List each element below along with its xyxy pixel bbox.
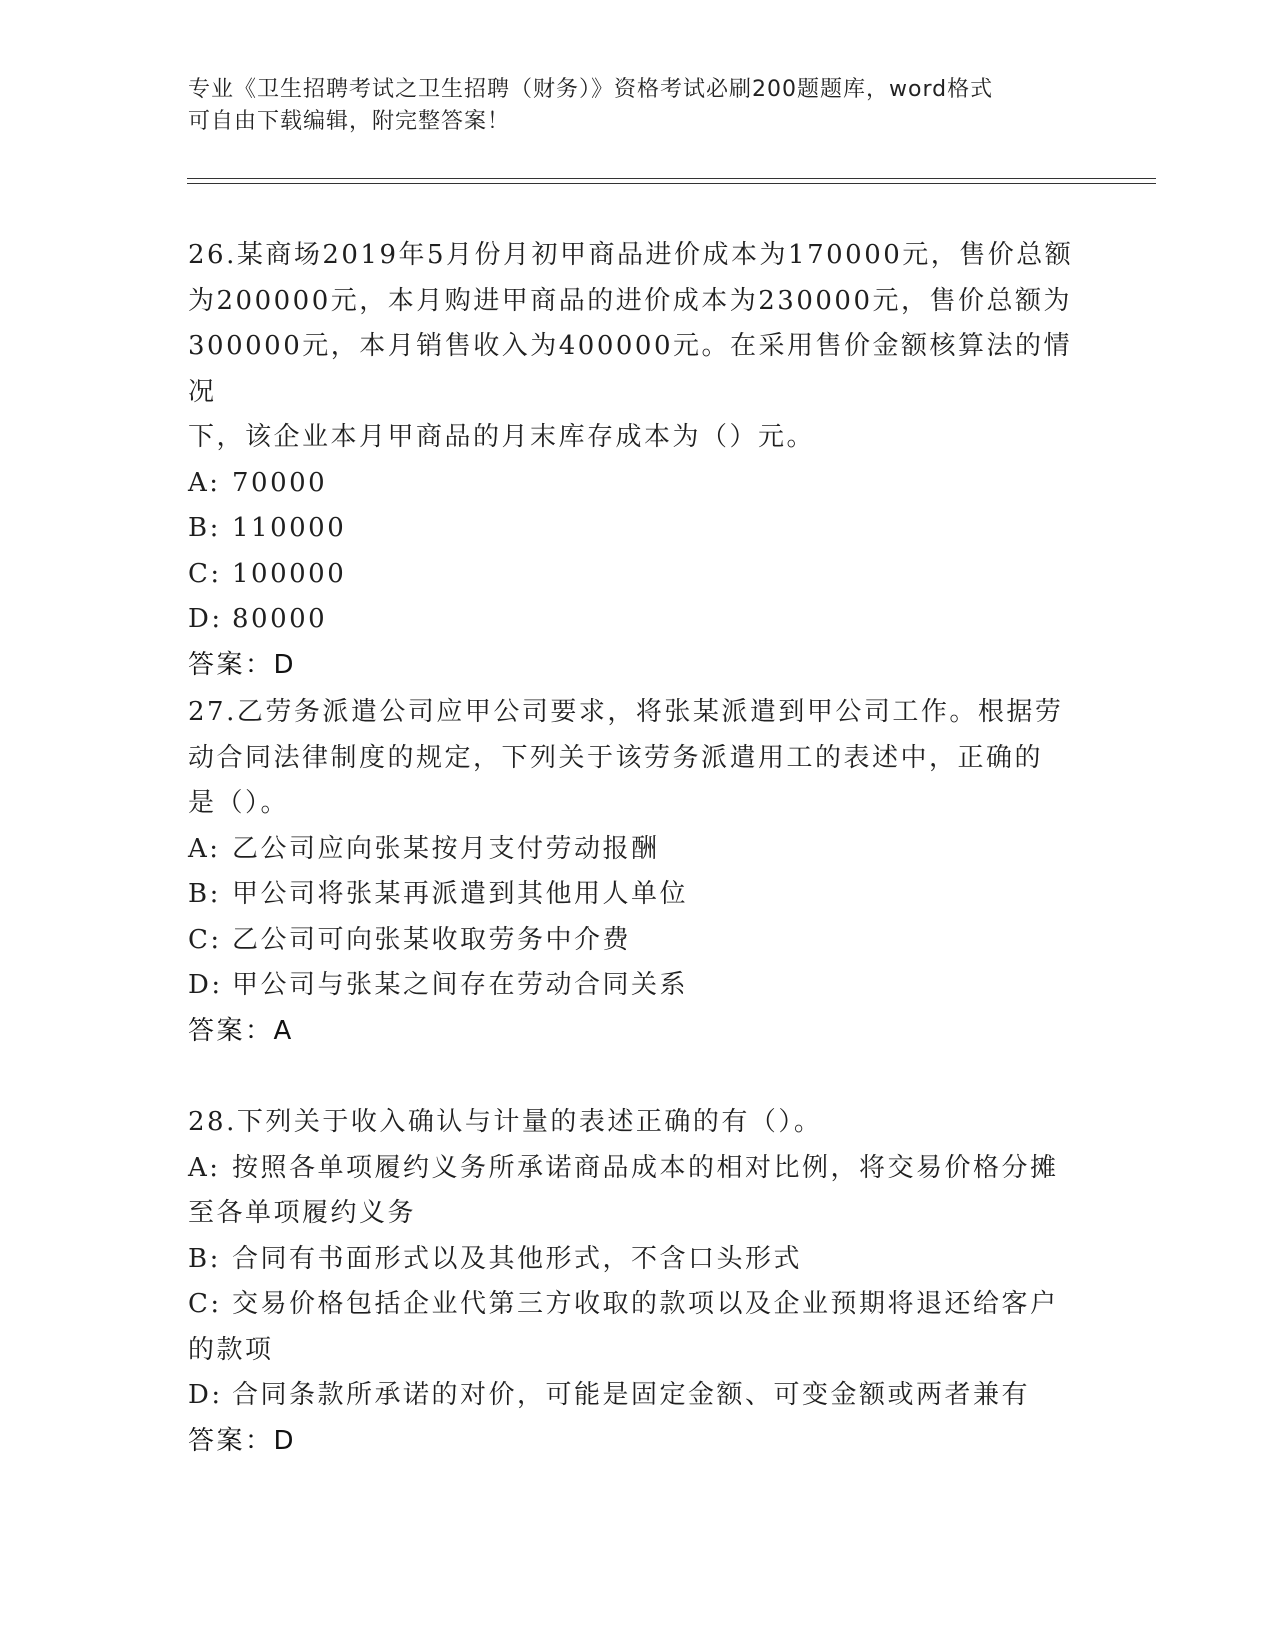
header-divider-bottom <box>187 183 1156 184</box>
option-text: 甲公司将张某再派遣到其他用人单位 <box>232 879 689 909</box>
option-letter: D: <box>188 970 223 1000</box>
option-letter: C: <box>188 924 222 955</box>
option-a <box>188 461 1088 507</box>
option-b <box>188 506 1088 552</box>
question-27 <box>188 690 1088 1054</box>
question-28 <box>188 1100 1088 1464</box>
question-stem-line: 28.下列关于收入确认与计量的表述正确的有（）。 <box>188 1107 823 1137</box>
option-letter: C: <box>188 1289 222 1319</box>
option-c <box>188 552 1088 598</box>
option-c <box>188 1282 1088 1328</box>
option-text: 按照各单项履约义务所承诺商品成本的相对比例，将交易价格分摊 <box>232 1152 1059 1183</box>
header-line-2: 可自由下载编辑，附完整答案！ <box>188 109 511 134</box>
option-letter: B: <box>188 879 221 909</box>
option-letter: B: <box>188 1243 221 1274</box>
option-letter: C: <box>188 558 222 589</box>
header-line-1: 专业《卫生招聘考试之卫生招聘（财务）》资格考试必刷200题题库，word格式 <box>188 77 994 102</box>
option-text: 甲公司与张某之间存在劳动合同关系 <box>232 970 689 1000</box>
option-d <box>188 597 1088 643</box>
question-stem-line: 为200000元，本月购进甲商品的进价成本为230000元，售价总额为 <box>188 285 1073 316</box>
question-stem-line: 27.乙劳务派遣公司应甲公司要求，将张某派遣到甲公司工作。根据劳 <box>188 697 1064 727</box>
question-26 <box>188 233 1088 688</box>
option-d <box>188 963 1088 1009</box>
question-stem-line: 是（）。 <box>188 788 290 818</box>
option-text: 乙公司可向张某收取劳务中介费 <box>232 924 632 955</box>
option-letter: A: <box>188 1152 221 1183</box>
option-text: 70000 <box>232 467 328 498</box>
option-a-continued: 至各单项履约义务 <box>188 1198 417 1228</box>
option-b <box>188 1237 1088 1283</box>
option-text: 合同有书面形式以及其他形式，不含口头形式 <box>232 1243 803 1274</box>
option-text: 交易价格包括企业代第三方收取的款项以及企业预期将退还给客户 <box>232 1289 1059 1319</box>
option-letter: D: <box>188 604 223 634</box>
option-letter: B: <box>188 513 221 543</box>
option-letter: A: <box>188 467 221 498</box>
option-a <box>188 1146 1088 1192</box>
option-c-continued: 的款项 <box>188 1334 274 1365</box>
page-header <box>188 74 1068 138</box>
option-a <box>188 827 1088 873</box>
option-text: 80000 <box>232 604 328 634</box>
question-stem-line: 下，该企业本月甲商品的月末库存成本为（）元。 <box>188 422 816 452</box>
option-text: 合同条款所承诺的对价，可能是固定金额、可变金额或两者兼有 <box>232 1380 1031 1410</box>
question-stem-line: 26.某商场2019年5月份月初甲商品进价成本为170000元，售价总额 <box>188 240 1074 270</box>
option-text: 110000 <box>232 513 347 543</box>
question-stem-line: 动合同法律制度的规定，下列关于该劳务派遣用工的表述中，正确的 <box>188 742 1044 773</box>
option-text: 乙公司应向张某按月支付劳动报酬 <box>232 833 660 864</box>
option-letter: D: <box>188 1380 223 1410</box>
option-c <box>188 918 1088 964</box>
option-text: 100000 <box>232 558 347 589</box>
answer-label: 答案：D <box>188 1425 297 1456</box>
option-letter: A: <box>188 833 221 864</box>
header-divider-top <box>187 178 1156 179</box>
option-b <box>188 872 1088 918</box>
answer-label: 答案：A <box>188 1015 294 1046</box>
option-d <box>188 1373 1088 1419</box>
question-stem-line: 300000元，本月销售收入为400000元。在采用售价金额核算法的情况 <box>188 331 1073 407</box>
answer-label: 答案：D <box>188 649 297 680</box>
